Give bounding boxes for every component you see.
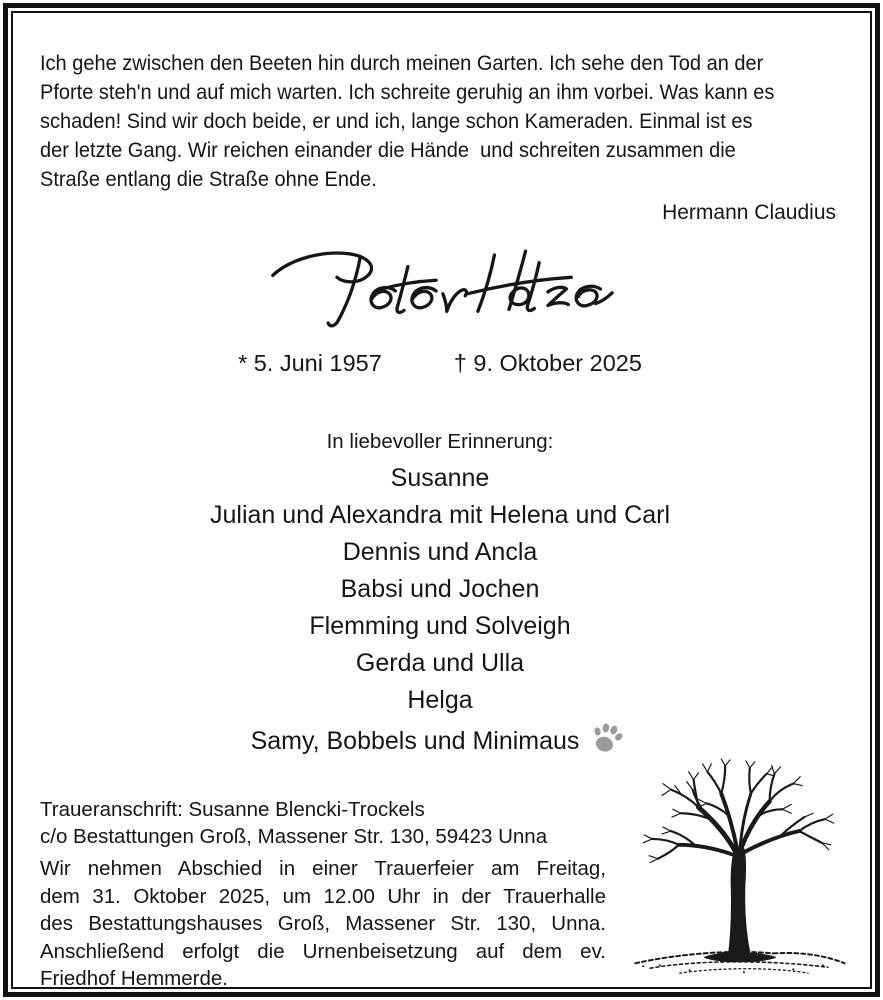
mourner-name: Dennis und Ancla [342, 538, 538, 566]
mourner-name: Samy, Bobbels und Minimaus [250, 727, 580, 755]
mourner-name: Babsi und Jochen [340, 575, 540, 603]
mourning-address-line: c/o Bestattungen Groß, Massener Str. 130, 59423 Unna [40, 825, 548, 848]
quote-line: schaden! Sind wir doch beide, er und ich, lange schon Kameraden. Einmal ist es [40, 109, 753, 133]
quote-line: Straße entlang die Straße ohne Ende. [40, 167, 377, 191]
funeral-notice-line: Anschließend erfolgt die Urnenbeisetzung auf dem ev. [40, 939, 606, 963]
mourner-name: Julian und Alexandra mit Helena und Carl [210, 501, 670, 529]
memorial-intro: In liebevoller Erinnerung: [326, 430, 554, 453]
mourning-address [40, 796, 606, 850]
funeral-notice-line: dem 31. Oktober 2025, um 12.00 Uhr in der Trauerhalle [40, 884, 606, 908]
funeral-notice-line: des Bestattungshauses Groß, Massener Str. 130, Unna. [40, 912, 606, 935]
paw-print-icon [589, 719, 629, 759]
quote-attribution: Hermann Claudius [662, 201, 836, 224]
mourner-name: Gerda und Ulla [355, 649, 525, 677]
mourners-list [40, 460, 840, 760]
death-date: † 9. Oktober 2025 [453, 350, 642, 376]
quote-line: Ich gehe zwischen den Beeten hin durch meinen Garten. Ich sehe den Tod an der [40, 51, 764, 75]
bare-tree-illustration [623, 754, 855, 986]
deceased-name-signature [40, 243, 840, 338]
mourner-name: Helga [407, 686, 473, 714]
mourner-name: Susanne [390, 464, 490, 492]
quote-line: Pforte steh'n und auf mich warten. Ich schreite geruhig an ihm vorbei. Was kann es [40, 80, 775, 104]
funeral-notice [40, 855, 606, 987]
handwritten-name-icon [265, 243, 615, 333]
mourner-name: Flemming und Solveigh [309, 612, 571, 640]
opening-quote [40, 49, 840, 194]
birth-date: * 5. Juni 1957 [238, 350, 382, 376]
life-dates [40, 348, 840, 378]
quote-line: der letzte Gang. Wir reichen einander die Hände und schreiten zusammen die [40, 138, 736, 162]
mourning-address-line: Traueranschrift: Susanne Blencki-Trockels [40, 798, 425, 821]
funeral-notice-line: Wir nehmen Abschied in einer Trauerfeier am Freitag, [40, 857, 606, 880]
funeral-notice-line: Friedhof Hemmerde. [40, 967, 228, 987]
bare-tree-icon [623, 754, 855, 986]
